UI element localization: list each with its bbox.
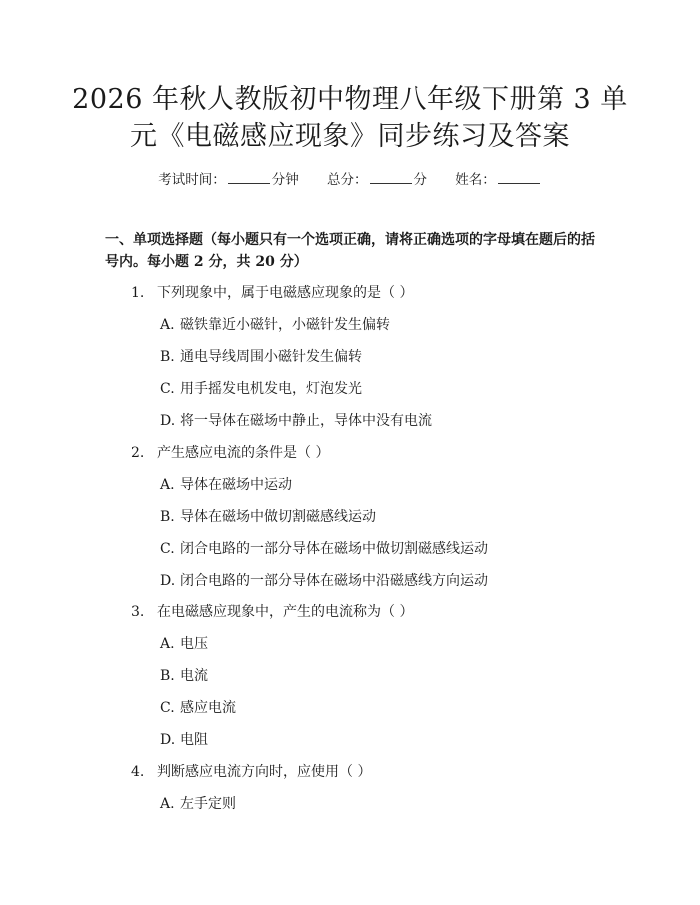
option-letter: A. <box>160 317 175 333</box>
option-text: 导体在磁场中做切割磁感线运动 <box>180 509 376 525</box>
total-score <box>327 172 427 188</box>
option-text: 将一导体在磁场中静止，导体中没有电流 <box>180 413 432 429</box>
total-score-blank <box>370 170 412 184</box>
option-3c <box>160 697 236 717</box>
option-letter: D. <box>160 573 176 589</box>
question-text: 下列现象中，属于电磁感应现象的是（ ） <box>157 285 414 301</box>
exam-meta <box>0 168 700 188</box>
exam-time-label: 考试时间： <box>158 172 226 188</box>
option-text: 闭合电路的一部分导体在磁场中沿磁感线方向运动 <box>180 573 488 589</box>
document-title-line-2: 元《电磁感应现象》同步练习及答案 <box>130 121 570 152</box>
option-text: 通电导线周围小磁针发生偏转 <box>180 349 362 365</box>
question-text: 产生感应电流的条件是（ ） <box>157 445 330 461</box>
option-letter: B. <box>160 668 175 684</box>
option-letter: B. <box>160 349 175 365</box>
option-text: 电压 <box>180 636 208 652</box>
option-letter: C. <box>160 381 175 397</box>
student-name <box>455 172 542 188</box>
question-text: 判断感应电流方向时，应使用（ ） <box>157 764 372 780</box>
question-1 <box>131 282 413 302</box>
option-3a <box>160 633 208 653</box>
option-2b <box>160 506 376 526</box>
option-letter: C. <box>160 700 175 716</box>
option-text: 电阻 <box>180 732 208 748</box>
student-name-blank <box>498 170 540 184</box>
question-number: 4. <box>131 764 145 780</box>
option-4a <box>160 793 236 813</box>
document-title-line-1: 2026 年秋人教版初中物理八年级下册第 3 单 <box>72 84 628 115</box>
option-letter: A. <box>160 796 175 812</box>
option-letter: B. <box>160 509 175 525</box>
student-name-label: 姓名： <box>455 172 496 188</box>
question-3 <box>131 601 413 621</box>
total-score-unit: 分 <box>413 172 427 188</box>
option-text: 磁铁靠近小磁针，小磁针发生偏转 <box>180 317 390 333</box>
option-1c <box>160 378 362 398</box>
question-number: 3. <box>131 604 145 620</box>
option-letter: A. <box>160 477 175 493</box>
option-text: 用手摇发电机发电，灯泡发光 <box>180 381 362 397</box>
option-1d <box>160 410 432 430</box>
exam-time-blank <box>228 170 270 184</box>
option-letter: A. <box>160 636 175 652</box>
exam-time-unit: 分钟 <box>271 172 299 188</box>
option-2d <box>160 570 488 590</box>
option-2a <box>160 474 292 494</box>
option-text: 左手定则 <box>180 796 236 812</box>
option-2c <box>160 538 488 558</box>
option-3d <box>160 729 208 749</box>
question-number: 2. <box>131 445 145 461</box>
question-text: 在电磁感应现象中，产生的电流称为（ ） <box>157 604 414 620</box>
option-text: 电流 <box>180 668 208 684</box>
option-text: 导体在磁场中运动 <box>180 477 292 493</box>
total-score-label: 总分： <box>327 172 368 188</box>
question-4 <box>131 761 371 781</box>
option-1a <box>160 314 390 334</box>
exam-time <box>158 172 299 188</box>
option-3b <box>160 665 208 685</box>
question-2 <box>131 442 329 462</box>
section-heading: 一、单项选择题（每小题只有一个选项正确，请将正确选项的字母填在题后的括号内。每小题 2 分，共 20 分） <box>105 232 595 270</box>
question-number: 1. <box>131 285 145 301</box>
option-letter: D. <box>160 413 176 429</box>
option-letter: D. <box>160 732 176 748</box>
option-1b <box>160 346 362 366</box>
option-text: 闭合电路的一部分导体在磁场中做切割磁感线运动 <box>180 541 488 557</box>
option-letter: C. <box>160 541 175 557</box>
option-text: 感应电流 <box>180 700 236 716</box>
